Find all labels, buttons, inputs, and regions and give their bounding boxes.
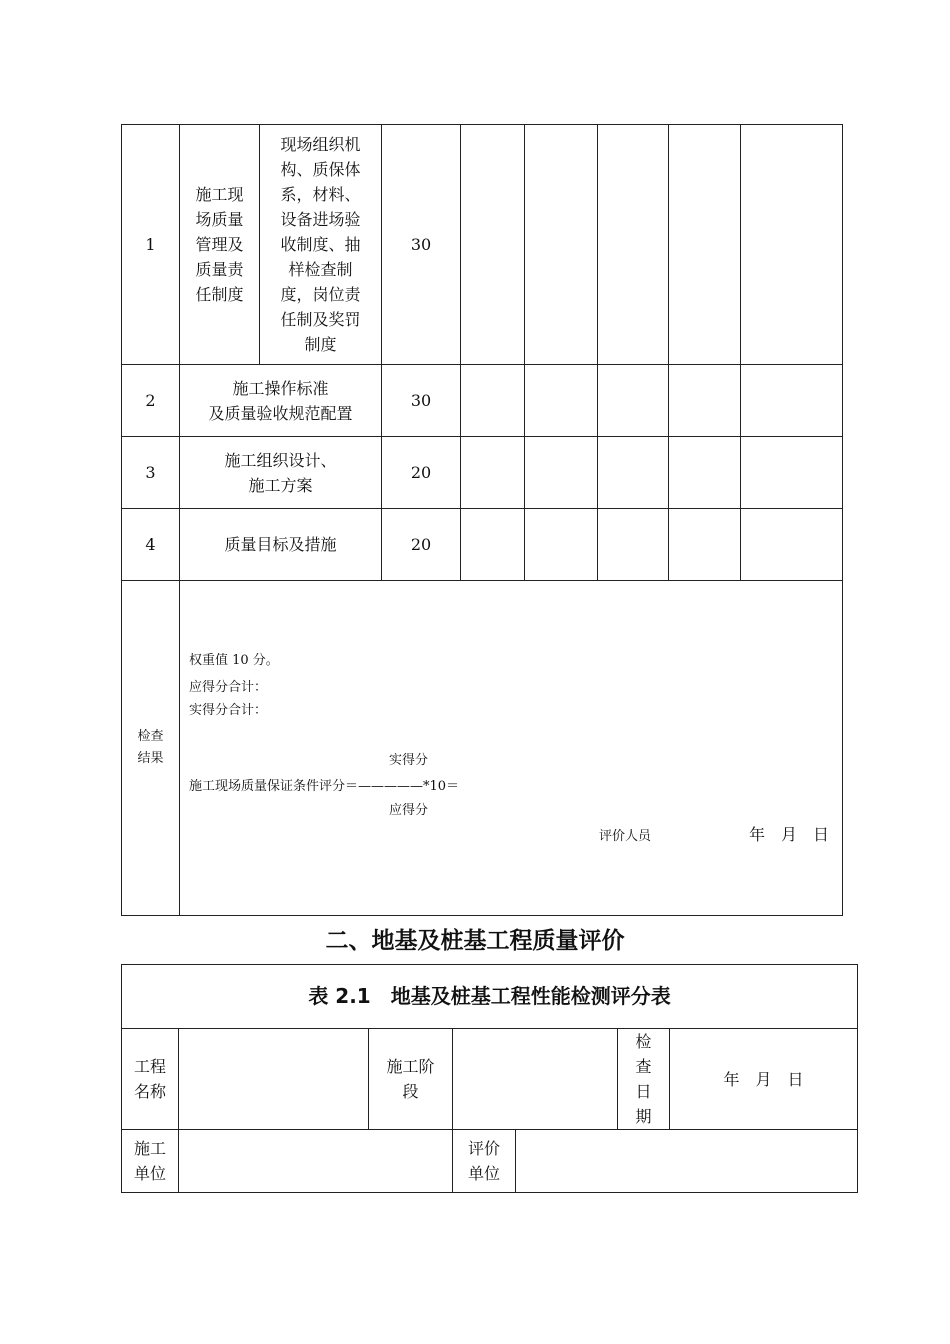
table-row [122,365,843,437]
score-cell[interactable] [525,509,598,581]
score-cell[interactable] [598,365,669,437]
result-row [122,581,843,916]
table-row [122,1130,858,1193]
score-cell[interactable] [461,365,525,437]
score-cell[interactable] [525,365,598,437]
weight-note: 权重值 10 分。 [189,653,279,668]
standard-score: 20 [382,437,461,509]
formula-denominator: 应得分 [389,803,429,818]
evaluation-unit-field[interactable] [516,1130,858,1193]
table-row [122,125,843,365]
quality-check-table [121,124,843,916]
standard-score: 30 [382,125,461,365]
score-cell[interactable] [741,437,843,509]
score-cell[interactable] [461,509,525,581]
standard-score: 30 [382,365,461,437]
stage-field[interactable] [453,1029,618,1130]
row-number: 4 [122,509,180,581]
result-label: 检查 结果 [122,581,180,916]
row-number: 1 [122,125,180,365]
result-area [180,581,843,916]
check-date-label: 检 查 日 期 [618,1029,670,1130]
score-cell[interactable] [669,509,741,581]
table-row [122,1029,858,1130]
section-title: 二、地基及桩基工程质量评价 [325,928,625,954]
score-cell[interactable] [598,437,669,509]
score-cell[interactable] [741,365,843,437]
evaluation-unit-label: 评价 单位 [453,1130,516,1193]
score-cell[interactable] [669,437,741,509]
item-name: 质量目标及措施 [180,509,382,581]
score-cell[interactable] [461,437,525,509]
score-cell[interactable] [461,125,525,365]
construction-unit-field[interactable] [179,1130,453,1193]
score-cell[interactable] [525,437,598,509]
table-row [122,509,843,581]
item-name: 施工操作标准 及质量验收规范配置 [180,365,382,437]
evaluator-label: 评价人员 [599,829,652,844]
row-number: 3 [122,437,180,509]
evaluation-date: 年 月 日 [749,825,830,844]
construction-unit-label: 施工 单位 [122,1130,179,1193]
row-number: 2 [122,365,180,437]
project-name-label: 工程 名称 [122,1029,179,1130]
check-date-field[interactable]: 年 月 日 [670,1029,858,1130]
standard-score: 20 [382,509,461,581]
formula-numerator: 实得分 [389,753,429,768]
actual-score-total: 实得分合计： [189,703,268,718]
foundation-score-table [121,964,858,1193]
item-content: 现场组织机 构、质保体 系，材料、 设备进场验 收制度、抽 样检查制 度，岗位责 任制及奖罚 制度 [260,125,382,365]
should-score-total: 应得分合计： [189,680,268,695]
item-name: 施工组织设计、 施工方案 [180,437,382,509]
table-caption: 表 2.1 地基及桩基工程性能检测评分表 [122,965,858,1029]
score-cell[interactable] [598,509,669,581]
score-cell[interactable] [598,125,669,365]
score-cell[interactable] [669,125,741,365]
item-name: 施工现 场质量 管理及 质量责 任制度 [180,125,260,365]
score-cell[interactable] [741,509,843,581]
score-cell[interactable] [741,125,843,365]
table-row [122,437,843,509]
score-cell[interactable] [525,125,598,365]
score-cell[interactable] [669,365,741,437]
score-formula: 施工现场质量保证条件评分＝—————*10＝ [189,779,460,794]
stage-label: 施工阶 段 [369,1029,453,1130]
project-name-field[interactable] [179,1029,369,1130]
